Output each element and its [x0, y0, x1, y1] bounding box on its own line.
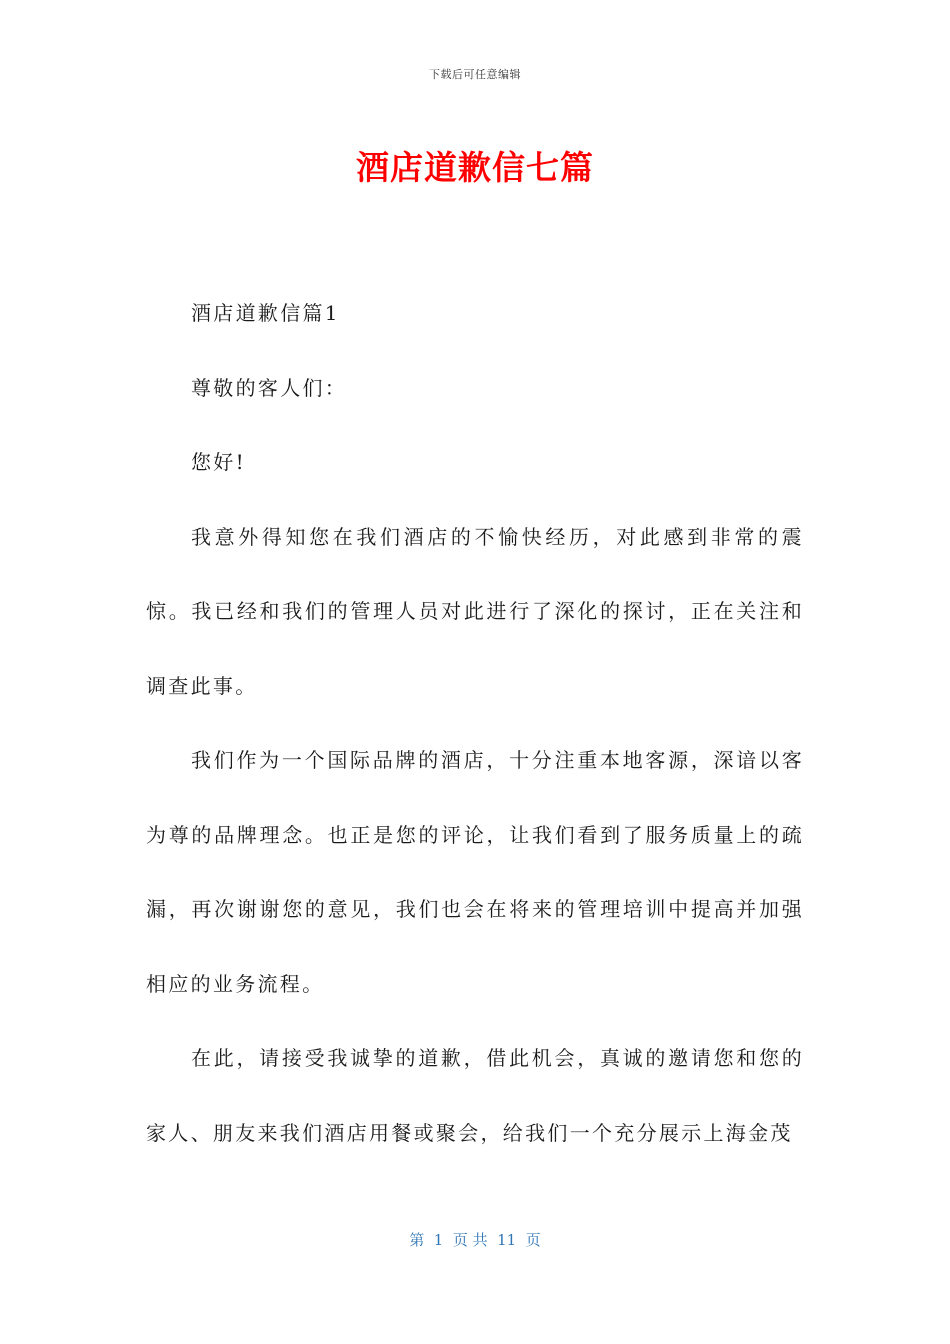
body-paragraph: 我们作为一个国际品牌的酒店，十分注重本地客源，深谙以客为尊的品牌理念。也正是您的评论，让我们看到了服务质量上的疏漏，再次谢谢您的意见，我们也会在将来的管理培训中提高并加强相应的业务流程。 — [146, 748, 804, 996]
body-paragraph: 在此，请接受我诚挚的道歉，借此机会，真诚的邀请您和您的家人、朋友来我们酒店用餐或聚会，给我们一个充分展示上海金茂 — [146, 1046, 804, 1145]
greeting: 您好! — [191, 450, 246, 474]
header-note: 下载后可任意编辑 — [429, 68, 521, 81]
section-heading: 酒店道歉信篇1 — [191, 301, 340, 325]
document-title: 酒店道歉信七篇 — [356, 148, 594, 187]
body-paragraph: 我意外得知您在我们酒店的不愉快经历，对此感到非常的震惊。我已经和我们的管理人员对此进行了深化的探讨，正在关注和调查此事。 — [146, 524, 804, 698]
salutation: 尊敬的客人们： — [191, 375, 348, 400]
page-number-footer: 第 1 页 共 11 页 — [409, 1231, 541, 1249]
document-body — [146, 276, 804, 1170]
